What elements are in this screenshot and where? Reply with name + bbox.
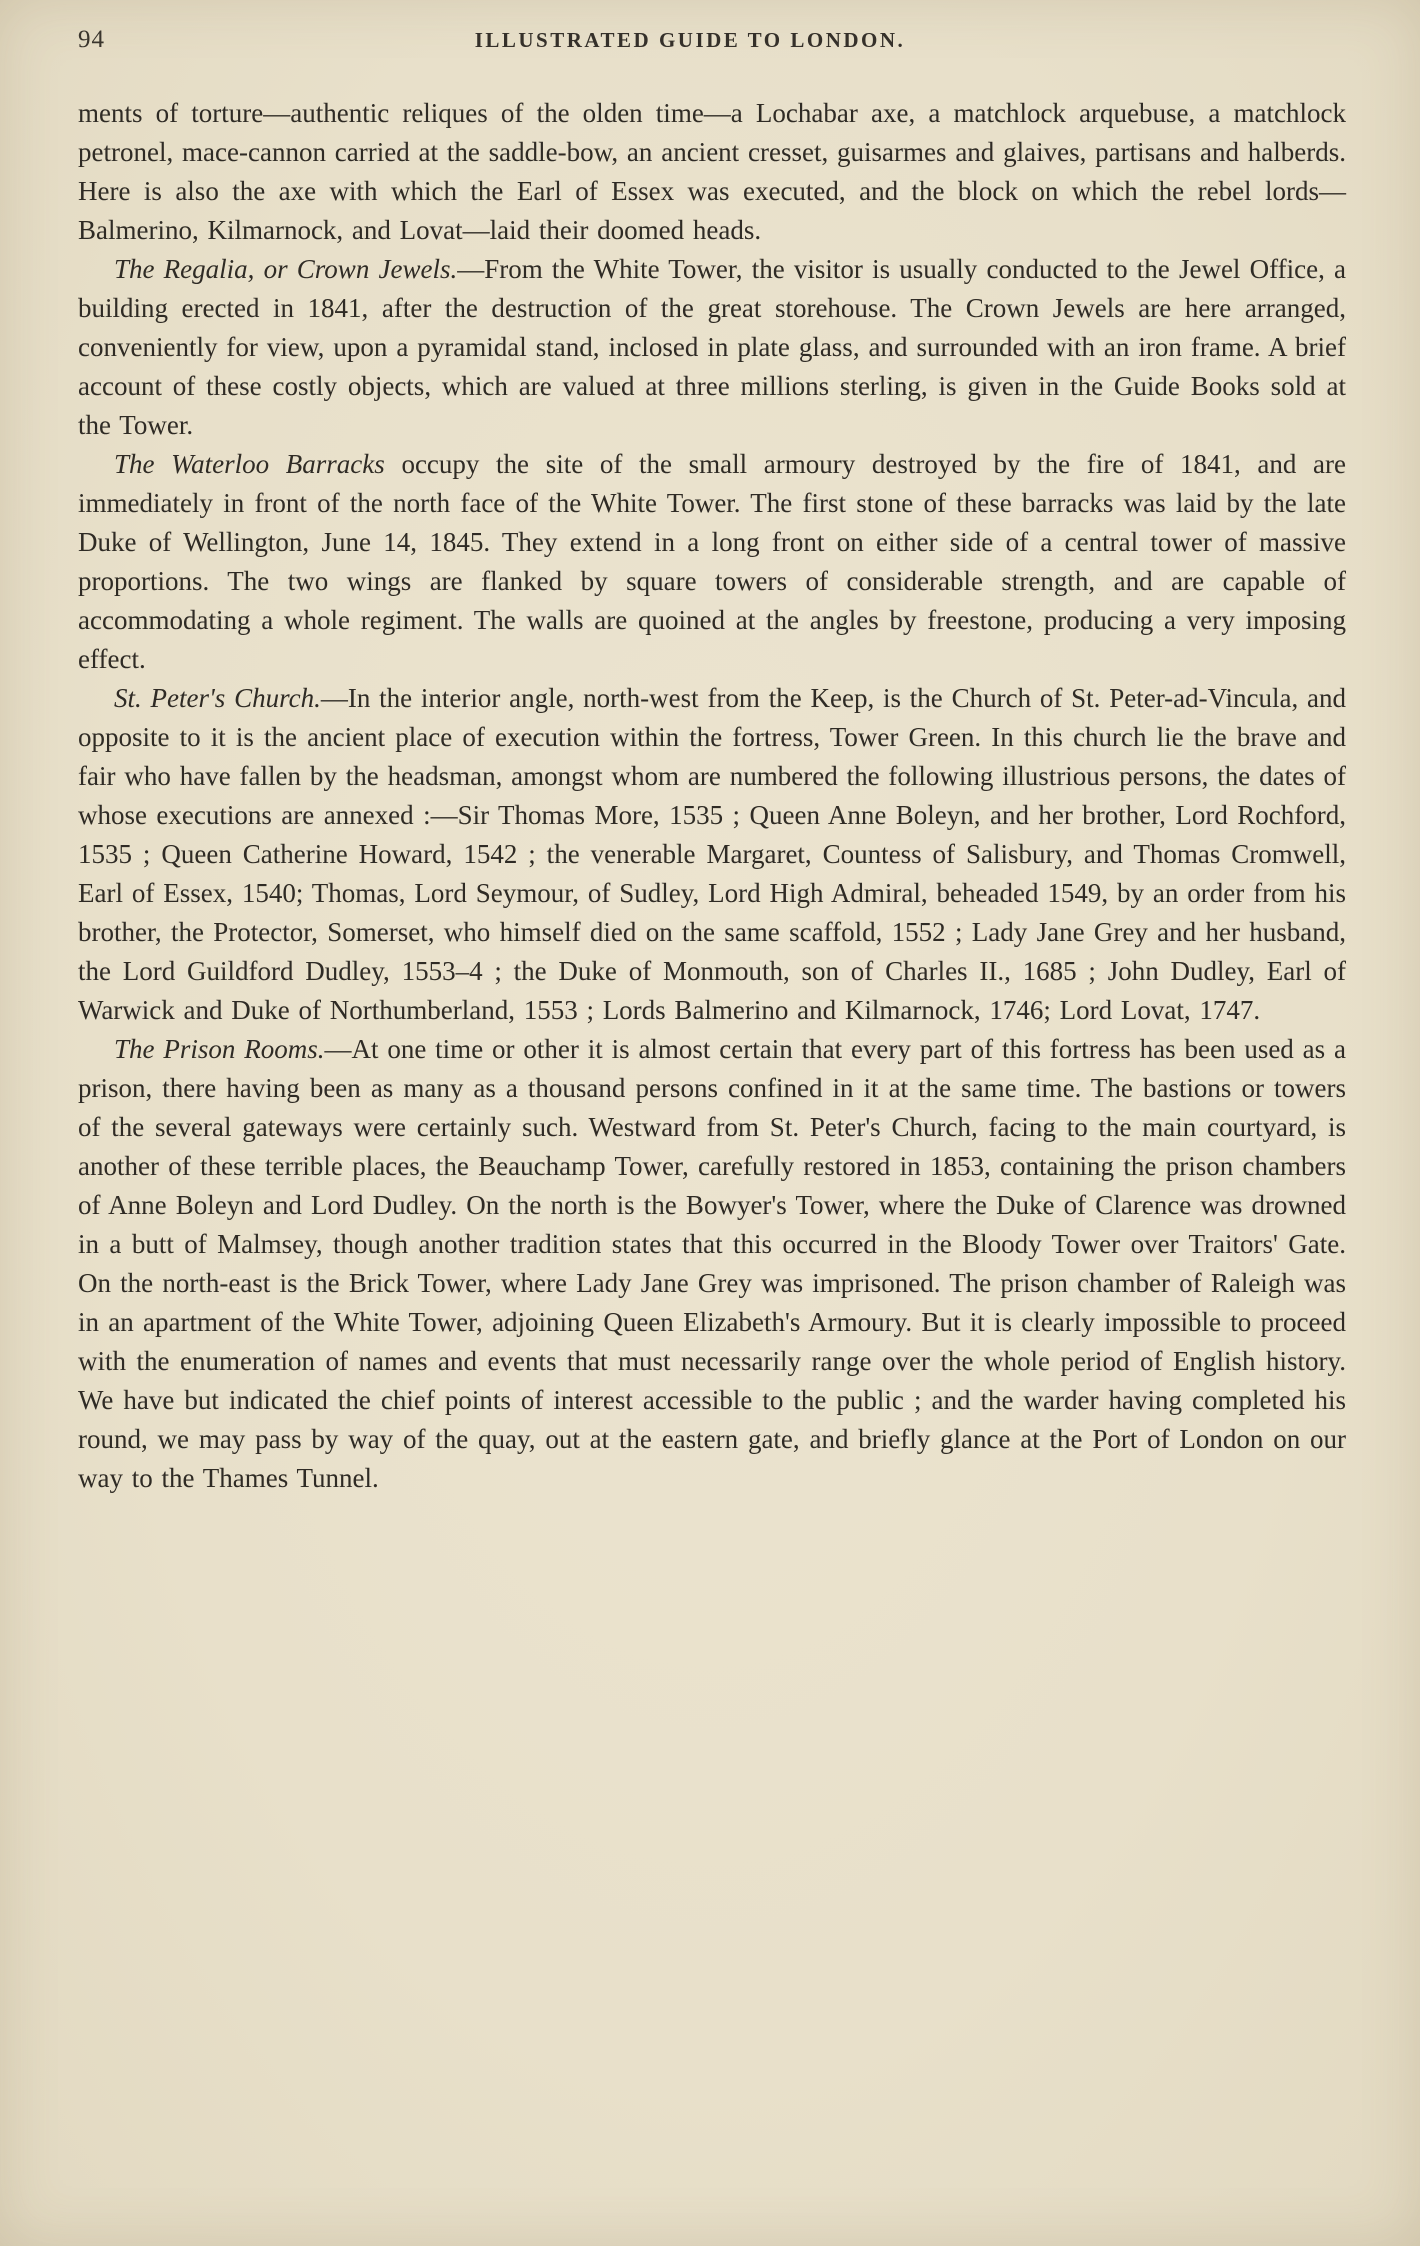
page-number: 94 [78,26,105,53]
paragraph: St. Peter's Church.—In the interior angle, north-west from the Keep, is the Church of St. Peter-ad-Vincula, and opposite to it is the ancient place of execution within the fortress, Tower Green. In this church lie the brave and fair who have fallen by the headsman, amongst whom are numbered the following illustrious persons, the dates of whose executions are annexed :—Sir Thomas More, 1535 ; Queen Anne Boleyn, and her brother, Lord Rochford, 1535 ; Queen Catherine Howard, 1542 ; the venerable Margaret, Countess of Salisbury, and Thomas Cromwell, Earl of Essex, 1540; Thomas, Lord Seymour, of Sudley, Lord High Admiral, beheaded 1549, by an order from his brother, the Protector, Somerset, who himself died on the same scaffold, 1552 ; Lady Jane Grey and her husband, the Lord Guildford Dudley, 1553–4 ; the Duke of Monmouth, son of Charles II., 1685 ; John Dudley, Earl of Warwick and Duke of Northumberland, 1553 ; Lords Balmerino and Kilmarnock, 1746; Lord Lovat, 1747. [78,683,1346,1025]
page-body [78,94,1346,1498]
paragraph-lead-italic: The Waterloo Barracks [114,449,385,479]
paragraph: ments of torture—authentic reliques of the olden time—a Lochabar axe, a matchlock arquebuse, a matchlock petronel, mace-cannon carried at the saddle-bow, an ancient cresset, guisarmes and glaives, partisans and halberds. Here is also the axe with which the Earl of Essex was executed, and the block on which the rebel lords—Balmerino, Kilmarnock, and Lovat—laid their doomed heads. [78,98,1346,245]
paragraph-lead-italic: The Prison Rooms. [114,1034,325,1064]
paragraph: The Regalia, or Crown Jewels.—From the White Tower, the visitor is usually conducted to the Jewel Office, a building erected in 1841, after the destruction of the great storehouse. The Crown Jewels are here arranged, conveniently for view, upon a pyramidal stand, inclosed in plate glass, and surrounded with an iron frame. A brief account of these costly objects, which are valued at three millions sterling, is given in the Guide Books sold at the Tower. [78,254,1347,440]
paragraph: The Prison Rooms.—At one time or other it is almost certain that every part of this fortress has been used as a prison, there having been as many as a thousand persons confined in it at the same time. The bastions or towers of the several gateways were certainly such. Westward from St. Peter's Church, facing to the main courtyard, is another of these terrible places, the Beauchamp Tower, carefully restored in 1853, containing the prison chambers of Anne Boleyn and Lord Dudley. On the north is the Bowyer's Tower, where the Duke of Clarence was drowned in a butt of Malmsey, though another tradition states that this occurred in the Bloody Tower over Traitors' Gate. On the north-east is the Brick Tower, where Lady Jane Grey was imprisoned. The prison chamber of Raleigh was in an apartment of the White Tower, adjoining Queen Elizabeth's Armoury. But it is clearly impossible to proceed with the enumeration of names and events that must necessarily range over the whole period of English history. We have but indicated the chief points of interest accessible to the public ; and the warder having completed his round, we may pass by way of the quay, out at the eastern gate, and briefly glance at the Port of London on our way to the Thames Tunnel. [78,1034,1347,1493]
paragraph: The Waterloo Barracks occupy the site of the small armoury destroyed by the fire of 1841, and are immediately in front of the north face of the White Tower. The first stone of these barracks was laid by the late Duke of Wellington, June 14, 1845. They extend in a long front on either side of a central tower of massive proportions. The two wings are flanked by square towers of considerable strength, and are capable of accommodating a whole regiment. The walls are quoined at the angles by freestone, producing a very imposing effect. [78,449,1346,674]
running-header: ILLUSTRATED GUIDE TO LONDON. [474,28,906,52]
paragraph-lead-italic: St. Peter's Church. [114,683,321,713]
running-head [78,26,1342,72]
paragraph-lead-italic: The Regalia, or Crown Jewels. [114,254,458,284]
